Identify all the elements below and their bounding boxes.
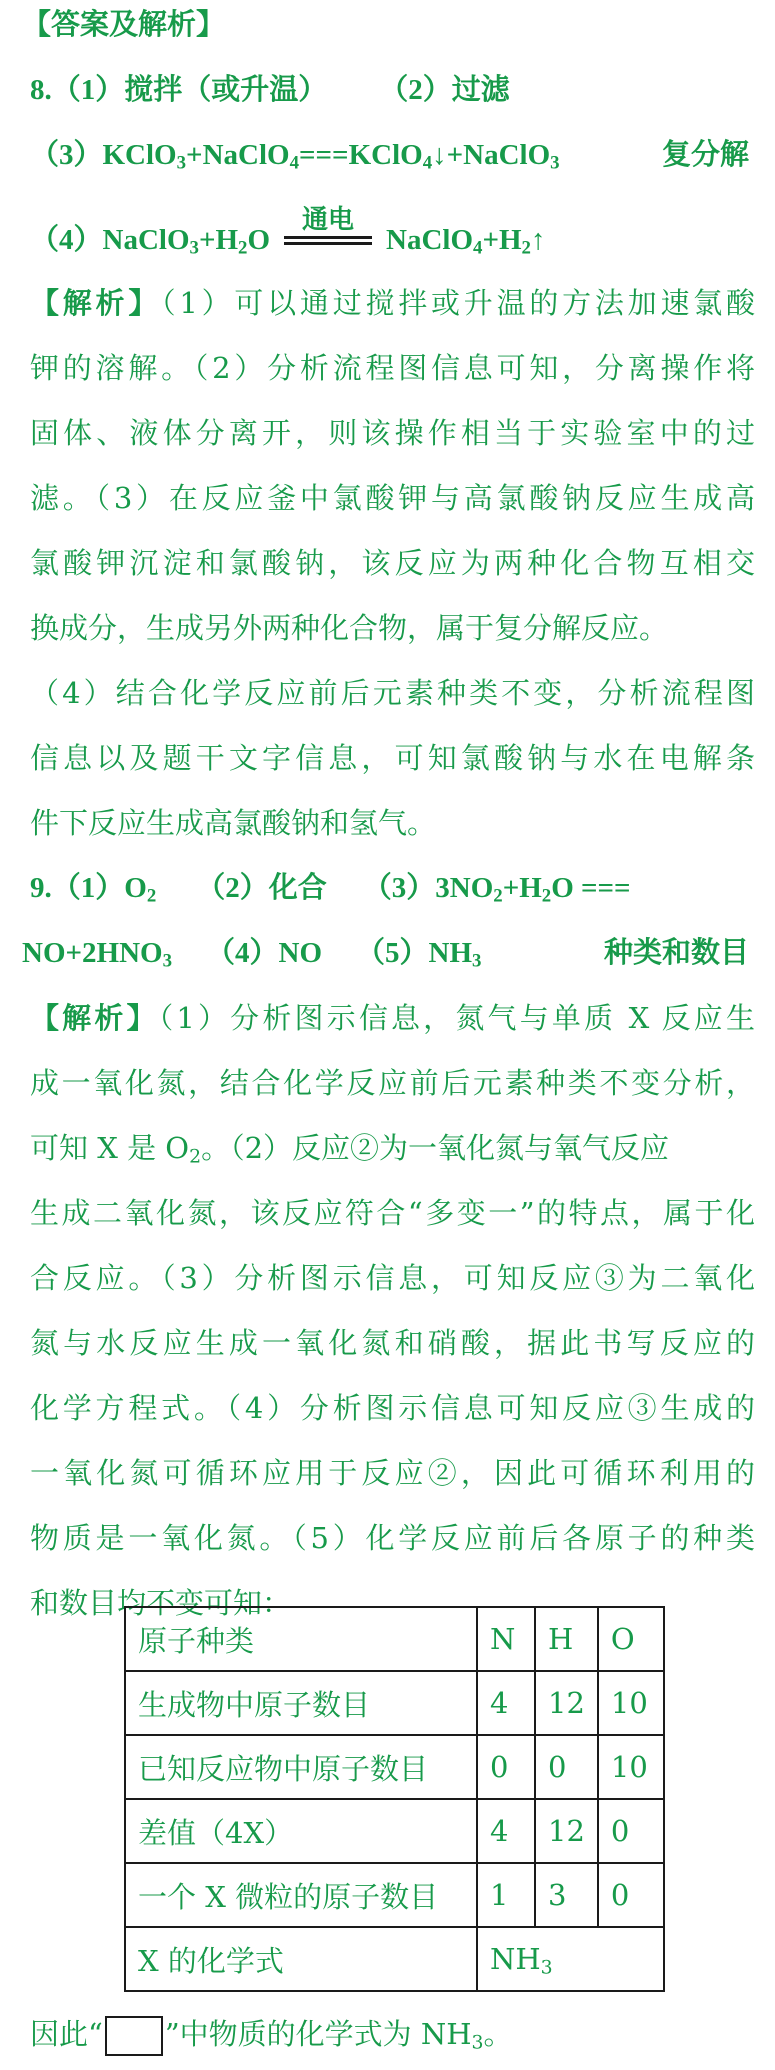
q8-answer-line-4 <box>30 205 755 260</box>
subscript: 3 <box>540 1957 553 1979</box>
table-cell: X 的化学式 <box>125 1927 477 1991</box>
exp-text: （1）可以通过搅拌或升温的方法加速氯酸 <box>161 286 755 320</box>
q9-exp-line: 氮与水反应生成一氧化氮和硝酸，据此书写反应的 <box>30 1326 755 1360</box>
q9-exp-line: 一氧化氮可循环应用于反应②，因此可循环利用的 <box>30 1456 755 1490</box>
table-cell: 4 <box>477 1671 535 1735</box>
q9-exp-line: 和数目均不变可知： <box>30 1586 292 1620</box>
table-cell <box>477 1927 664 1991</box>
q8-exp-line: 钾的溶解。（2）分析流程图信息可知，分离操作将 <box>30 351 755 385</box>
table-header-cell: 原子种类 <box>125 1607 477 1671</box>
subscript: 2 <box>189 1146 202 1168</box>
table-header-cell: H <box>535 1607 598 1671</box>
q9-exp-line <box>30 1128 755 1168</box>
q8-eq4-part: +H <box>482 224 522 256</box>
q9-exp-line: 生成二氧化氮，该反应符合“多变一”的特点，属于化 <box>30 1196 755 1230</box>
table-cell: 0 <box>598 1863 664 1927</box>
subscript: 3 <box>472 950 482 972</box>
final-text: 因此“ <box>30 2017 103 2051</box>
q9-answer-1: 9.（1）O <box>30 872 147 904</box>
subscript: 3 <box>176 152 187 174</box>
subscript: 4 <box>422 152 433 174</box>
table-cell: 0 <box>477 1735 535 1799</box>
q8-exp-line <box>30 283 755 323</box>
table-cell: 已知反应物中原子数目 <box>125 1735 477 1799</box>
q8-exp-line: 换成分，生成另外两种化合物，属于复分解反应。 <box>30 611 669 645</box>
table-row <box>125 1735 664 1799</box>
section-title: 【答案及解析】 <box>22 7 226 41</box>
table-header-cell: O <box>598 1607 664 1671</box>
exp-text: （1）分析图示信息，氮气与单质 X 反应生 <box>158 1001 755 1035</box>
q8-eq4-part: NaClO <box>386 224 474 256</box>
q9-exp-line: 成一氧化氮，结合化学反应前后元素种类不变分析， <box>30 1066 755 1100</box>
q8-reaction-type: 复分解 <box>661 139 749 171</box>
exp-text: 可知 X 是 O <box>30 1131 190 1165</box>
q9-exp-line: 物质是一氧化氮。（5）化学反应前后各原子的种类 <box>30 1521 755 1555</box>
exp-label: 【解析】 <box>30 1001 159 1035</box>
q8-exp-line: 滤。（3）在反应釜中氯酸钾与高氯酸钠反应生成高 <box>30 481 755 515</box>
subscript: 2 <box>521 237 531 259</box>
table-cell: 1 <box>477 1863 535 1927</box>
table-cell: 10 <box>598 1671 664 1735</box>
table-cell: 生成物中原子数目 <box>125 1671 477 1735</box>
table-cell: 3 <box>535 1863 598 1927</box>
q8-eq4-part: +H <box>198 224 239 256</box>
subscript: 2 <box>541 885 552 907</box>
q8-exp-line: 氯酸钾沉淀和氯酸钠，该反应为两种化合物互相交 <box>30 546 755 580</box>
q8-eq3-part: ↓+NaClO <box>432 139 551 171</box>
q9-exp-line <box>30 998 755 1038</box>
table-cell: 一个 X 微粒的原子数目 <box>125 1863 477 1927</box>
q9-answer-3: （3）3NO <box>362 872 494 904</box>
subscript: 2 <box>238 237 248 259</box>
q8-exp-line: 固体、液体分离开，则该操作相当于实验室中的过 <box>30 416 755 450</box>
q9-exp-line: 化学方程式。（4）分析图示信息可知反应③生成的 <box>30 1391 755 1425</box>
table-cell: 差值（4X） <box>125 1799 477 1863</box>
table-cell: 0 <box>598 1799 664 1863</box>
q8-eq3-part: ===KClO <box>299 139 423 171</box>
q8-eq3-part: （3）KClO <box>30 139 177 171</box>
q9-answer-6: 种类和数目 <box>603 937 749 969</box>
q8-answer-1: 8.（1）搅拌（或升温） <box>30 74 328 106</box>
reaction-condition: 通电 <box>302 205 355 234</box>
subscript: 2 <box>493 885 503 907</box>
final-text: 。 <box>483 2017 513 2051</box>
subscript: 3 <box>189 237 199 259</box>
q8-exp-line: 件下反应生成高氯酸钠和氢气。 <box>30 806 437 840</box>
q8-eq3-part: +NaClO <box>186 139 290 171</box>
table-cell: 12 <box>535 1671 598 1735</box>
table-row <box>125 1863 664 1927</box>
subscript: 3 <box>471 2032 484 2054</box>
final-line <box>30 2014 755 2056</box>
subscript: 3 <box>550 152 560 174</box>
atom-count-table <box>124 1606 665 1992</box>
table-header-cell: N <box>477 1607 535 1671</box>
table-header-row <box>125 1607 664 1671</box>
q9-answer-4: （4）NO <box>206 937 323 969</box>
subscript: 2 <box>146 885 157 907</box>
q8-exp-line: （4）结合化学反应前后元素种类不变，分析流程图 <box>30 676 755 710</box>
q9-answer-line-2 <box>22 933 755 973</box>
formula-value: NH <box>490 1942 541 1976</box>
q8-answer-2: （2）过滤 <box>379 74 510 106</box>
reaction-arrow <box>284 205 372 260</box>
table-cell: 0 <box>535 1735 598 1799</box>
table-row <box>125 1799 664 1863</box>
q8-eq4-part: （4）NaClO <box>30 224 190 256</box>
q9-answer-2: （2）化合 <box>196 872 327 904</box>
q9-answer-line-1 <box>30 868 755 908</box>
double-line-icon <box>284 236 372 245</box>
blank-box <box>105 2016 163 2056</box>
table-cell: 12 <box>535 1799 598 1863</box>
table-row <box>125 1927 664 1991</box>
gas-arrow-icon: ↑ <box>530 224 546 256</box>
q9-exp-line: 合反应。（3）分析图示信息，可知反应③为二氧化 <box>30 1261 755 1295</box>
q9-answer-5: （5）NH <box>356 937 473 969</box>
table-cell: 4 <box>477 1799 535 1863</box>
q8-exp-line: 信息以及题干文字信息，可知氯酸钠与水在电解条 <box>30 741 755 775</box>
subscript: 4 <box>473 237 483 259</box>
final-text: ”中物质的化学式为 NH <box>164 2017 472 2051</box>
subscript: 3 <box>162 950 173 972</box>
table-cell: 10 <box>598 1735 664 1799</box>
subscript: 4 <box>289 152 299 174</box>
q9-answer-3: O === <box>551 872 631 904</box>
q8-answer-line-1 <box>30 70 755 110</box>
q8-eq4-part: O <box>247 224 271 256</box>
exp-label: 【解析】 <box>30 286 162 320</box>
q9-answer-3: NO+2HNO <box>22 937 163 969</box>
table-row <box>125 1671 664 1735</box>
exp-text: 。（2）反应②为一氧化氮与氧气反应 <box>201 1131 670 1165</box>
q8-answer-line-3 <box>30 135 755 175</box>
q9-answer-3: +H <box>502 872 542 904</box>
